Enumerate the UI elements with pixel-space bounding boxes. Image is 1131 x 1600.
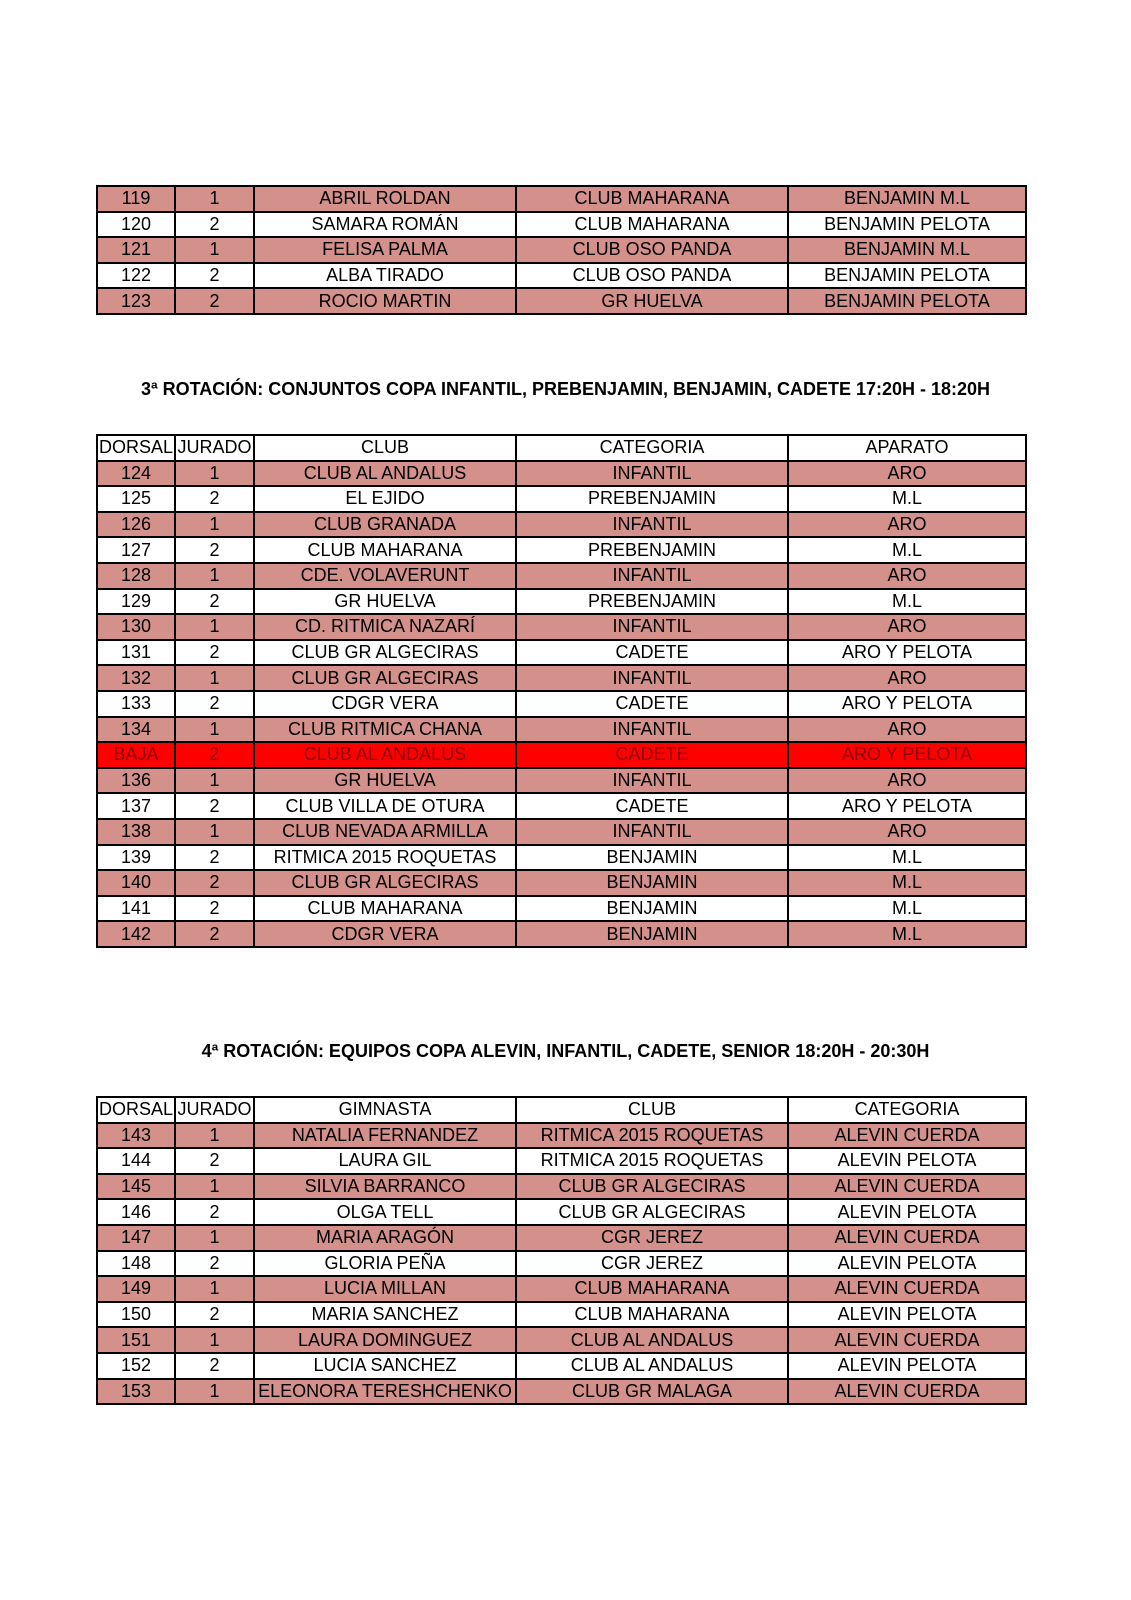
table-row bbox=[97, 1199, 1026, 1225]
table-cell: 138 bbox=[97, 819, 175, 845]
table-cell: ALEVIN CUERDA bbox=[788, 1276, 1026, 1302]
table-cell: CLUB AL ANDALUS bbox=[516, 1327, 788, 1353]
table-row bbox=[97, 1123, 1026, 1149]
table-row bbox=[97, 1353, 1026, 1379]
table-cell: CD. RITMICA NAZARÍ bbox=[254, 614, 516, 640]
table-row bbox=[97, 1276, 1026, 1302]
table-cell: INFANTIL bbox=[516, 819, 788, 845]
table-cell: 137 bbox=[97, 793, 175, 819]
table-cell: CLUB AL ANDALUS bbox=[254, 742, 516, 768]
table-cell: M.L bbox=[788, 537, 1026, 563]
table-cell: 2 bbox=[175, 1148, 254, 1174]
table-cell: 149 bbox=[97, 1276, 175, 1302]
table-row bbox=[97, 237, 1026, 263]
table-cell: CLUB GR ALGECIRAS bbox=[254, 870, 516, 896]
table-cell: 2 bbox=[175, 742, 254, 768]
table-body bbox=[97, 186, 1026, 314]
table-cell: CADETE bbox=[516, 640, 788, 666]
table-cell: 130 bbox=[97, 614, 175, 640]
table-cell: 2 bbox=[175, 921, 254, 947]
table-cell: 136 bbox=[97, 768, 175, 794]
table-cell: ARO Y PELOTA bbox=[788, 691, 1026, 717]
table-cell: SAMARA ROMÁN bbox=[254, 212, 516, 238]
table-cell: 146 bbox=[97, 1199, 175, 1225]
table-cell: CLUB MAHARANA bbox=[254, 896, 516, 922]
table-cell: 2 bbox=[175, 793, 254, 819]
header-cell: DORSAL bbox=[97, 1097, 175, 1123]
table-cell: 2 bbox=[175, 691, 254, 717]
table-cell: GR HUELVA bbox=[516, 288, 788, 314]
table-body bbox=[97, 461, 1026, 947]
table-cell: 2 bbox=[175, 1199, 254, 1225]
table-cell: 1 bbox=[175, 1379, 254, 1405]
table-cell: ALEVIN PELOTA bbox=[788, 1353, 1026, 1379]
header-cell: JURADO bbox=[175, 435, 254, 461]
table-cell: ROCIO MARTIN bbox=[254, 288, 516, 314]
table-row bbox=[97, 486, 1026, 512]
table-cell: CLUB GR ALGECIRAS bbox=[254, 665, 516, 691]
table-cell: 121 bbox=[97, 237, 175, 263]
table-row bbox=[97, 1251, 1026, 1277]
table-cell: CLUB AL ANDALUS bbox=[516, 1353, 788, 1379]
table-cell: RITMICA 2015 ROQUETAS bbox=[516, 1148, 788, 1174]
table-cell: 2 bbox=[175, 1353, 254, 1379]
table-cell: 1 bbox=[175, 717, 254, 743]
table-cell: CLUB GR ALGECIRAS bbox=[516, 1199, 788, 1225]
table-row bbox=[97, 1327, 1026, 1353]
table-cell: 124 bbox=[97, 461, 175, 487]
table-cell: BENJAMIN PELOTA bbox=[788, 263, 1026, 289]
table-cell: BENJAMIN M.L bbox=[788, 237, 1026, 263]
table-row bbox=[97, 1302, 1026, 1328]
table-cell: 1 bbox=[175, 1327, 254, 1353]
table-cell: PREBENJAMIN bbox=[516, 537, 788, 563]
table-cell: 144 bbox=[97, 1148, 175, 1174]
table-row bbox=[97, 461, 1026, 487]
table-row bbox=[97, 1148, 1026, 1174]
table-row bbox=[97, 896, 1026, 922]
table-cell: 2 bbox=[175, 486, 254, 512]
table-cell: 119 bbox=[97, 186, 175, 212]
table-cell: CGR JEREZ bbox=[516, 1251, 788, 1277]
table-cell: BENJAMIN bbox=[516, 921, 788, 947]
table-cell: 2 bbox=[175, 212, 254, 238]
table-cell: M.L bbox=[788, 921, 1026, 947]
table-cell: ALEVIN CUERDA bbox=[788, 1327, 1026, 1353]
table-row bbox=[97, 288, 1026, 314]
table-cell: ARO bbox=[788, 461, 1026, 487]
table-cell: 2 bbox=[175, 870, 254, 896]
table-cell: CLUB MAHARANA bbox=[516, 212, 788, 238]
table-cell: CLUB GRANADA bbox=[254, 512, 516, 538]
table-row bbox=[97, 870, 1026, 896]
table-cell: ALEVIN CUERDA bbox=[788, 1174, 1026, 1200]
table-cell: CLUB OSO PANDA bbox=[516, 237, 788, 263]
table-cell: 1 bbox=[175, 186, 254, 212]
table-cell: 1 bbox=[175, 614, 254, 640]
table-cell: RITMICA 2015 ROQUETAS bbox=[254, 845, 516, 871]
table-cell: CDGR VERA bbox=[254, 691, 516, 717]
table-row bbox=[97, 1174, 1026, 1200]
section-3-title: 3ª ROTACIÓN: CONJUNTOS COPA INFANTIL, PREBENJAMIN, BENJAMIN, CADETE 17:20H - 18:20H bbox=[140, 379, 991, 399]
table-cell: INFANTIL bbox=[516, 768, 788, 794]
table-cell: BENJAMIN bbox=[516, 870, 788, 896]
table-cell: 2 bbox=[175, 845, 254, 871]
table-cell: BENJAMIN M.L bbox=[788, 186, 1026, 212]
table-row bbox=[97, 537, 1026, 563]
table-cell: ARO Y PELOTA bbox=[788, 640, 1026, 666]
table-cell: 2 bbox=[175, 640, 254, 666]
table-cell: 141 bbox=[97, 896, 175, 922]
table-cell: LUCIA SANCHEZ bbox=[254, 1353, 516, 1379]
table-cell: 122 bbox=[97, 263, 175, 289]
table-cell: ALEVIN PELOTA bbox=[788, 1251, 1026, 1277]
table-body bbox=[97, 1123, 1026, 1405]
table-cell: 1 bbox=[175, 563, 254, 589]
table-cell: ALBA TIRADO bbox=[254, 263, 516, 289]
table-cell: BENJAMIN PELOTA bbox=[788, 212, 1026, 238]
table-cell: RITMICA 2015 ROQUETAS bbox=[516, 1123, 788, 1149]
table-cell: ARO bbox=[788, 665, 1026, 691]
table-row bbox=[97, 768, 1026, 794]
table-cell: CLUB OSO PANDA bbox=[516, 263, 788, 289]
table-cell: 1 bbox=[175, 1123, 254, 1149]
table-cell: 126 bbox=[97, 512, 175, 538]
table-cell: 1 bbox=[175, 1174, 254, 1200]
table-cell: BENJAMIN PELOTA bbox=[788, 288, 1026, 314]
table-row bbox=[97, 793, 1026, 819]
header-cell: APARATO bbox=[788, 435, 1026, 461]
table-cell: CGR JEREZ bbox=[516, 1225, 788, 1251]
table-cell: GR HUELVA bbox=[254, 768, 516, 794]
table-cell: CDGR VERA bbox=[254, 921, 516, 947]
table-row bbox=[97, 614, 1026, 640]
table-cell: ALEVIN CUERDA bbox=[788, 1379, 1026, 1405]
header-cell: DORSAL bbox=[97, 435, 175, 461]
table-cell: SILVIA BARRANCO bbox=[254, 1174, 516, 1200]
table-cell: CLUB MAHARANA bbox=[516, 1302, 788, 1328]
table-cell: CLUB GR MALAGA bbox=[516, 1379, 788, 1405]
table-cell: 123 bbox=[97, 288, 175, 314]
header-cell: CATEGORIA bbox=[516, 435, 788, 461]
table-cell: 2 bbox=[175, 1302, 254, 1328]
table-cell: 1 bbox=[175, 237, 254, 263]
table-cell: LUCIA MILLAN bbox=[254, 1276, 516, 1302]
table-cell: 132 bbox=[97, 665, 175, 691]
table-cell: CLUB MAHARANA bbox=[254, 537, 516, 563]
table-cell: ARO Y PELOTA bbox=[788, 793, 1026, 819]
table-cell: ARO bbox=[788, 768, 1026, 794]
table-row bbox=[97, 263, 1026, 289]
table-cell: ALEVIN CUERDA bbox=[788, 1225, 1026, 1251]
table-cell: INFANTIL bbox=[516, 717, 788, 743]
table-row bbox=[97, 665, 1026, 691]
table-cell: 2 bbox=[175, 288, 254, 314]
table-cell: 1 bbox=[175, 665, 254, 691]
table-cell: ARO bbox=[788, 819, 1026, 845]
table-rotation-2-continued bbox=[96, 185, 1027, 315]
table-cell: FELISA PALMA bbox=[254, 237, 516, 263]
table-cell: 147 bbox=[97, 1225, 175, 1251]
table-cell: 152 bbox=[97, 1353, 175, 1379]
table-cell: BAJA bbox=[97, 742, 175, 768]
header-cell: JURADO bbox=[175, 1097, 254, 1123]
table-cell: 140 bbox=[97, 870, 175, 896]
table-cell: CDE. VOLAVERUNT bbox=[254, 563, 516, 589]
table-cell: 145 bbox=[97, 1174, 175, 1200]
table-cell: M.L bbox=[788, 896, 1026, 922]
table-cell: INFANTIL bbox=[516, 461, 788, 487]
table-cell: 129 bbox=[97, 589, 175, 615]
table-cell: INFANTIL bbox=[516, 563, 788, 589]
header-row bbox=[97, 1097, 1026, 1123]
table-rotation-3 bbox=[96, 434, 1027, 948]
table-cell: 2 bbox=[175, 263, 254, 289]
table-cell: 148 bbox=[97, 1251, 175, 1277]
table-cell: 1 bbox=[175, 1276, 254, 1302]
table-cell: CADETE bbox=[516, 691, 788, 717]
table-cell: ARO bbox=[788, 512, 1026, 538]
table-row bbox=[97, 921, 1026, 947]
table-cell: 2 bbox=[175, 896, 254, 922]
table-cell: ALEVIN PELOTA bbox=[788, 1148, 1026, 1174]
table-cell: 133 bbox=[97, 691, 175, 717]
table-cell: ARO bbox=[788, 614, 1026, 640]
table-cell: 1 bbox=[175, 512, 254, 538]
table-cell: ARO bbox=[788, 717, 1026, 743]
header-cell: CLUB bbox=[254, 435, 516, 461]
table-cell: PREBENJAMIN bbox=[516, 486, 788, 512]
table-cell: 142 bbox=[97, 921, 175, 947]
table-cell: ABRIL ROLDAN bbox=[254, 186, 516, 212]
table-cell: CLUB NEVADA ARMILLA bbox=[254, 819, 516, 845]
table-cell: 128 bbox=[97, 563, 175, 589]
table-row bbox=[97, 563, 1026, 589]
table-cell: ALEVIN PELOTA bbox=[788, 1302, 1026, 1328]
table-row bbox=[97, 717, 1026, 743]
table-cell: 143 bbox=[97, 1123, 175, 1149]
table-row bbox=[97, 742, 1026, 768]
table-cell: BENJAMIN bbox=[516, 896, 788, 922]
table-cell: M.L bbox=[788, 486, 1026, 512]
table-cell: 2 bbox=[175, 537, 254, 563]
table-cell: CLUB RITMICA CHANA bbox=[254, 717, 516, 743]
table-cell: M.L bbox=[788, 589, 1026, 615]
table-cell: GR HUELVA bbox=[254, 589, 516, 615]
table-row bbox=[97, 691, 1026, 717]
table-cell: ELEONORA TERESHCHENKO bbox=[254, 1379, 516, 1405]
table-cell: PREBENJAMIN bbox=[516, 589, 788, 615]
table-row bbox=[97, 186, 1026, 212]
table-cell: OLGA TELL bbox=[254, 1199, 516, 1225]
table-cell: INFANTIL bbox=[516, 614, 788, 640]
header-cell: CATEGORIA bbox=[788, 1097, 1026, 1123]
table-cell: INFANTIL bbox=[516, 665, 788, 691]
section-4-title: 4ª ROTACIÓN: EQUIPOS COPA ALEVIN, INFANTIL, CADETE, SENIOR 18:20H - 20:30H bbox=[201, 1041, 930, 1061]
table-cell: MARIA ARAGÓN bbox=[254, 1225, 516, 1251]
table-cell: BENJAMIN bbox=[516, 845, 788, 871]
table-cell: CLUB GR ALGECIRAS bbox=[516, 1174, 788, 1200]
table-cell: 150 bbox=[97, 1302, 175, 1328]
table-rotation-4 bbox=[96, 1096, 1027, 1405]
table-cell: NATALIA FERNANDEZ bbox=[254, 1123, 516, 1149]
table-cell: CLUB MAHARANA bbox=[516, 1276, 788, 1302]
table-cell: CLUB VILLA DE OTURA bbox=[254, 793, 516, 819]
table-row bbox=[97, 819, 1026, 845]
table-row bbox=[97, 1379, 1026, 1405]
table-cell: 139 bbox=[97, 845, 175, 871]
table-cell: 2 bbox=[175, 1251, 254, 1277]
table-cell: INFANTIL bbox=[516, 512, 788, 538]
table-cell: ARO Y PELOTA bbox=[788, 742, 1026, 768]
table-row bbox=[97, 1225, 1026, 1251]
table-cell: CADETE bbox=[516, 793, 788, 819]
table-row bbox=[97, 512, 1026, 538]
table-cell: M.L bbox=[788, 845, 1026, 871]
table-cell: LAURA DOMINGUEZ bbox=[254, 1327, 516, 1353]
table-row bbox=[97, 640, 1026, 666]
header-cell: GIMNASTA bbox=[254, 1097, 516, 1123]
table-cell: 134 bbox=[97, 717, 175, 743]
table-cell: 120 bbox=[97, 212, 175, 238]
table-cell: 125 bbox=[97, 486, 175, 512]
table-cell: 1 bbox=[175, 819, 254, 845]
table-cell: 151 bbox=[97, 1327, 175, 1353]
table-cell: CLUB GR ALGECIRAS bbox=[254, 640, 516, 666]
table-row bbox=[97, 212, 1026, 238]
table-cell: M.L bbox=[788, 870, 1026, 896]
table-cell: 1 bbox=[175, 461, 254, 487]
table-cell: ARO bbox=[788, 563, 1026, 589]
table-cell: CLUB AL ANDALUS bbox=[254, 461, 516, 487]
table-cell: ALEVIN CUERDA bbox=[788, 1123, 1026, 1149]
table-cell: LAURA GIL bbox=[254, 1148, 516, 1174]
table-cell: 153 bbox=[97, 1379, 175, 1405]
table-cell: 127 bbox=[97, 537, 175, 563]
table-cell: 131 bbox=[97, 640, 175, 666]
table-cell: 1 bbox=[175, 1225, 254, 1251]
header-row bbox=[97, 435, 1026, 461]
table-cell: 2 bbox=[175, 589, 254, 615]
header-cell: CLUB bbox=[516, 1097, 788, 1123]
table-row bbox=[97, 589, 1026, 615]
table-cell: CADETE bbox=[516, 742, 788, 768]
table-row bbox=[97, 845, 1026, 871]
table-cell: EL EJIDO bbox=[254, 486, 516, 512]
table-cell: ALEVIN PELOTA bbox=[788, 1199, 1026, 1225]
table-cell: 1 bbox=[175, 768, 254, 794]
table-cell: MARIA SANCHEZ bbox=[254, 1302, 516, 1328]
table-cell: GLORIA PEÑA bbox=[254, 1251, 516, 1277]
table-cell: CLUB MAHARANA bbox=[516, 186, 788, 212]
